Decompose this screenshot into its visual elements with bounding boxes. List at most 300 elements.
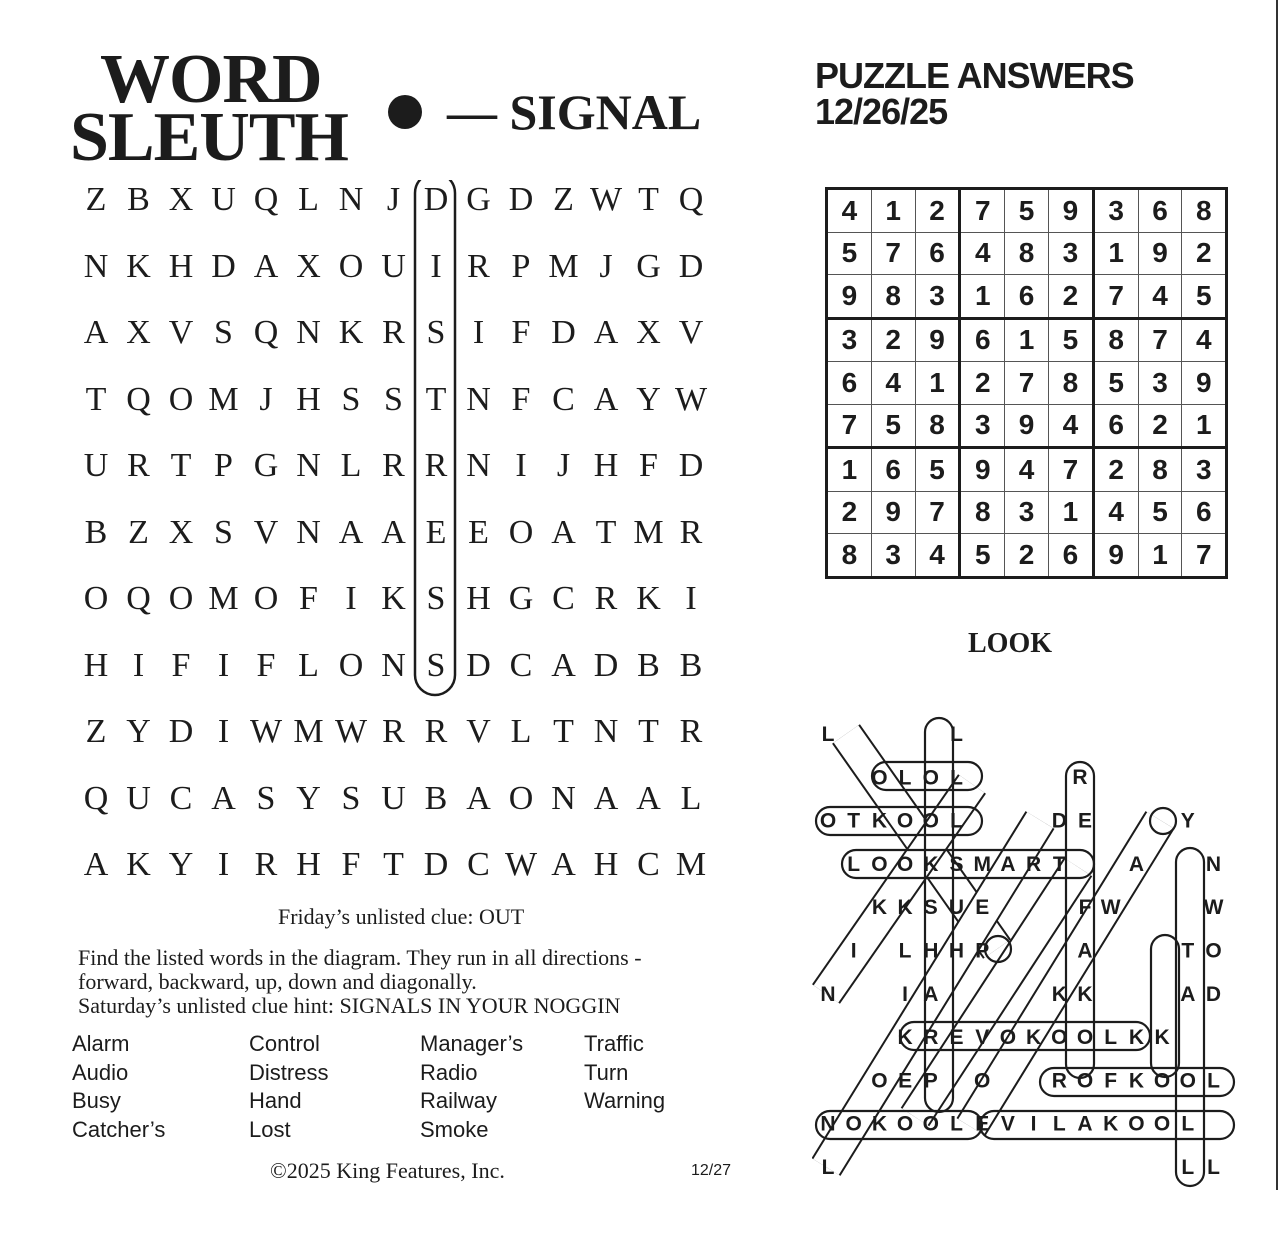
sudoku-cell: 6: [827, 362, 872, 405]
grid-letter: O: [253, 580, 279, 617]
grid-letter: F: [639, 447, 658, 484]
grid-letter: S: [214, 314, 233, 351]
look-letter: O: [1051, 1026, 1068, 1050]
grid-letter: U: [83, 447, 109, 484]
sudoku-cell: 9: [871, 491, 915, 534]
look-letter: F: [1078, 896, 1092, 920]
grid-letter: L: [680, 779, 702, 817]
sudoku-cell: 4: [960, 232, 1005, 275]
grid-letter: S: [256, 779, 276, 817]
sudoku-cell: 3: [960, 404, 1005, 448]
grid-letter: D: [678, 447, 704, 484]
look-letter: L: [898, 939, 912, 963]
grid-letter: I: [217, 713, 230, 750]
sudoku-cell: 8: [1093, 318, 1138, 362]
sudoku-cell: 7: [1048, 448, 1093, 492]
look-letter: L: [847, 852, 861, 876]
grid-letter: W: [589, 181, 623, 218]
sudoku-cell: 2: [827, 491, 872, 534]
sudoku-cell: 6: [1138, 189, 1182, 233]
grid-letter: X: [296, 247, 321, 285]
look-letter: O: [819, 809, 837, 833]
look-letter: Y: [1180, 809, 1195, 833]
look-letter: D: [1051, 809, 1067, 833]
look-letter: F: [1104, 1069, 1118, 1093]
look-letter: O: [845, 1112, 862, 1136]
look-letter: K: [1077, 982, 1093, 1006]
sudoku-cell: 2: [1048, 275, 1093, 319]
sudoku-cell: 1: [960, 275, 1005, 319]
sudoku-cell: 7: [1093, 275, 1138, 319]
sudoku-cell: 6: [915, 232, 960, 275]
sudoku-cell: 6: [960, 318, 1005, 362]
sudoku-cell: 1: [1005, 318, 1049, 362]
grid-letter: G: [508, 580, 534, 617]
grid-letter: F: [341, 846, 361, 883]
grid-letter: G: [253, 447, 279, 484]
answers-title-text: PUZZLE ANSWERS: [815, 55, 1134, 96]
grid-letter: A: [593, 779, 619, 817]
grid-letter: S: [341, 380, 361, 418]
word-list-column: [249, 1030, 328, 1144]
grid-letter: S: [426, 646, 446, 684]
look-letter: E: [949, 1026, 964, 1050]
sudoku-cell: 9: [960, 448, 1005, 492]
sudoku-cell: 9: [1048, 189, 1093, 233]
look-letter: K: [1128, 1069, 1144, 1093]
grid-letter: S: [341, 779, 361, 817]
grid-letter: A: [636, 779, 661, 817]
grid-letter: L: [298, 646, 319, 684]
sudoku-cell: 5: [1005, 189, 1049, 233]
word-list-item: Catcher’s: [72, 1116, 166, 1142]
grid-letter: B: [424, 779, 448, 817]
word-search-grid: [75, 180, 715, 900]
look-letter: E: [1077, 809, 1093, 833]
grid-letter: O: [508, 513, 534, 551]
look-letter: O: [922, 766, 939, 790]
grid-letter: X: [168, 513, 194, 551]
grid-letter: J: [556, 447, 571, 484]
look-letter: W: [1100, 896, 1121, 920]
grid-letter: O: [168, 580, 194, 617]
grid-letter: B: [679, 646, 703, 684]
word-list-item: Distress: [249, 1059, 329, 1085]
sudoku-cell: 4: [871, 362, 915, 405]
grid-letter: O: [338, 247, 364, 285]
sudoku-cell: 9: [915, 318, 960, 362]
grid-letter: W: [334, 713, 368, 750]
sudoku-cell: 9: [1005, 404, 1049, 448]
grid-letter: Q: [126, 580, 151, 617]
grid-letter: T: [170, 447, 192, 484]
sudoku-cell: 7: [1005, 362, 1049, 405]
grid-letter: L: [510, 713, 532, 750]
look-letter: R: [1072, 766, 1088, 789]
grid-letter: D: [168, 713, 194, 750]
look-letter: K: [1026, 1026, 1042, 1050]
grid-letter: H: [466, 580, 491, 617]
look-letter: O: [871, 852, 888, 876]
grid-letter: I: [345, 580, 357, 617]
look-letter: O: [922, 809, 939, 833]
look-letter: M: [973, 852, 991, 876]
grid-letter: F: [511, 380, 531, 418]
grid-letter: V: [168, 314, 194, 351]
grid-letter: F: [171, 646, 191, 684]
word-list-item: Turn: [584, 1059, 629, 1085]
look-letter: K: [871, 809, 887, 833]
title-sleuth: SLEUTH: [70, 99, 348, 176]
sudoku-cell: 1: [1182, 404, 1227, 448]
sudoku-cell: 6: [1093, 404, 1138, 448]
sudoku-cell: 8: [1138, 448, 1182, 492]
sudoku-cell: 6: [1005, 275, 1049, 319]
grid-letter: R: [382, 314, 405, 351]
word-list-item: Warning: [584, 1088, 666, 1113]
grid-letter: F: [299, 580, 318, 617]
sudoku-cell: 3: [1138, 362, 1182, 405]
word-list-item: Audio: [72, 1059, 129, 1085]
look-answer-grid: [812, 712, 1252, 1192]
grid-letter: K: [126, 846, 151, 883]
title-word: WORD: [100, 41, 322, 118]
look-letter: L: [1181, 1156, 1195, 1179]
grid-letter: G: [466, 181, 491, 218]
look-letter: A: [1000, 852, 1016, 876]
look-letter: N: [820, 982, 836, 1006]
grid-letter: K: [338, 314, 364, 351]
sudoku-cell: 2: [1138, 404, 1182, 448]
grid-letter: O: [168, 380, 194, 418]
sudoku-cell: 4: [1005, 448, 1049, 492]
copyright: ©2025 King Features, Inc.: [270, 1158, 505, 1183]
grid-letter: E: [468, 513, 489, 551]
grid-letter: Z: [85, 181, 107, 218]
friday-clue-label: Friday’s unlisted clue:: [278, 904, 474, 929]
grid-letter: A: [466, 779, 491, 817]
grid-letter: D: [551, 314, 576, 351]
word-list-item: Manager’s: [420, 1031, 524, 1056]
grid-letter: F: [256, 646, 276, 684]
grid-letter: C: [552, 380, 575, 418]
word-list-item: Busy: [72, 1088, 121, 1113]
grid-letter: I: [217, 646, 230, 684]
sudoku-cell: 3: [827, 318, 872, 362]
look-letter: U: [948, 896, 965, 920]
sudoku-cell: 7: [827, 404, 872, 448]
grid-letter: U: [381, 247, 406, 285]
grid-letter: Z: [128, 513, 149, 551]
grid-letter: D: [466, 646, 491, 684]
grid-letter: A: [593, 380, 619, 418]
sudoku-cell: 3: [915, 275, 960, 319]
grid-letter: D: [678, 247, 704, 285]
grid-letter: Y: [168, 846, 194, 883]
look-letter: V: [1000, 1112, 1015, 1136]
grid-letter: R: [679, 513, 703, 551]
look-letter: K: [897, 896, 913, 920]
grid-letter: R: [424, 447, 448, 484]
look-puzzle-title: LOOK: [968, 628, 1053, 659]
look-letter: D: [1205, 982, 1222, 1006]
sudoku-cell: 3: [1093, 189, 1138, 233]
grid-letter: B: [127, 181, 150, 218]
sudoku-cell: 3: [1048, 232, 1093, 275]
grid-letter: R: [594, 580, 618, 617]
look-letter: O: [871, 1069, 888, 1093]
grid-letter: R: [679, 713, 703, 750]
word-list-item: Traffic: [584, 1031, 644, 1056]
sudoku-cell: 4: [1048, 404, 1093, 448]
grid-letter: V: [253, 513, 279, 551]
grid-letter: A: [593, 314, 619, 351]
look-letter: P: [923, 1069, 938, 1093]
look-letter: L: [1207, 1156, 1220, 1179]
grid-letter: Y: [296, 779, 321, 817]
grid-letter: J: [386, 181, 401, 218]
sudoku-cell: 7: [1138, 318, 1182, 362]
grid-letter: I: [685, 580, 697, 617]
look-letter: O: [1153, 1069, 1171, 1093]
grid-letter: M: [548, 247, 579, 285]
look-letter: H: [948, 939, 965, 963]
sudoku-cell: 4: [827, 189, 872, 233]
grid-letter: C: [169, 779, 193, 817]
grid-letter: J: [259, 380, 273, 418]
friday-clue-answer: OUT: [479, 904, 525, 929]
look-letter: R: [1051, 1069, 1067, 1093]
look-letter: K: [897, 1026, 913, 1050]
look-letter: V: [975, 1026, 990, 1050]
sudoku-row: [827, 534, 1227, 578]
sudoku-cell: 8: [827, 534, 872, 578]
grid-letter: R: [382, 447, 405, 484]
grid-letter: Y: [126, 713, 151, 750]
look-letter: A: [1077, 1112, 1093, 1136]
grid-letter: S: [426, 580, 446, 617]
grid-letter: I: [515, 447, 527, 484]
sudoku-cell: 2: [1005, 534, 1049, 578]
look-letter: K: [1128, 1026, 1144, 1050]
look-letter: L: [821, 1156, 835, 1179]
bullet-dot-icon: [388, 95, 422, 129]
sudoku-row: [827, 189, 1227, 233]
look-letter: L: [821, 723, 835, 746]
sudoku-cell: 5: [1182, 275, 1227, 319]
grid-letter: Q: [126, 380, 151, 418]
grid-letter: D: [423, 846, 449, 883]
sudoku-cell: 5: [1048, 318, 1093, 362]
look-letter: K: [871, 1112, 887, 1136]
sudoku-cell: 1: [915, 362, 960, 405]
word-list-item: Lost: [249, 1116, 291, 1142]
look-letter: L: [1104, 1026, 1118, 1050]
sudoku-cell: 1: [1093, 232, 1138, 275]
grid-letter: O: [338, 646, 364, 684]
grid-letter: K: [636, 580, 661, 617]
grid-letter: T: [85, 380, 107, 418]
look-letter: A: [1180, 982, 1196, 1006]
look-letter: L: [898, 766, 912, 790]
grid-letter: T: [595, 513, 617, 551]
word-list-column: [420, 1030, 523, 1144]
word-list-item: Smoke: [420, 1116, 489, 1142]
grid-letter: U: [211, 181, 236, 218]
sudoku-cell: 2: [1093, 448, 1138, 492]
grid-letter: A: [551, 646, 576, 684]
grid-letter: I: [472, 314, 485, 351]
look-letter: L: [950, 809, 963, 833]
grid-letter: W: [504, 846, 538, 883]
puzzle-theme: — SIGNAL: [447, 84, 702, 140]
look-letter: W: [1203, 896, 1224, 920]
answers-date: 12/26/25: [815, 91, 948, 132]
look-loop: [1151, 935, 1179, 1077]
grid-letter: M: [208, 380, 239, 418]
grid-letter: N: [83, 247, 109, 285]
grid-letter: A: [253, 247, 279, 285]
sudoku-cell: 3: [1182, 448, 1227, 492]
grid-letter: I: [217, 846, 230, 883]
grid-letter: D: [593, 646, 619, 684]
look-letter: S: [923, 896, 938, 920]
word-list-item: Control: [249, 1031, 320, 1056]
sudoku-cell: 7: [915, 491, 960, 534]
sudoku-cell: 1: [1048, 491, 1093, 534]
sudoku-cell: 2: [871, 318, 915, 362]
word-list-column: [584, 1030, 665, 1116]
grid-letter: T: [383, 846, 404, 883]
unlisted-clue-hint: Saturday’s unlisted clue hint: SIGNALS IN YOUR NOGGIN: [78, 993, 621, 1018]
grid-letter: W: [249, 713, 283, 750]
grid-letter: J: [599, 247, 613, 285]
grid-letter: P: [214, 447, 233, 484]
grid-letter: O: [508, 779, 534, 817]
grid-letter: G: [636, 247, 661, 285]
look-letter: E: [975, 1112, 990, 1136]
look-letter: O: [1205, 939, 1222, 963]
look-letter: R: [1026, 852, 1042, 876]
grid-letter: H: [593, 846, 619, 883]
look-letter: A: [1077, 939, 1093, 963]
grid-letter: R: [424, 713, 448, 750]
grid-letter: R: [467, 247, 490, 285]
grid-letter: V: [466, 713, 491, 750]
sudoku-cell: 9: [827, 275, 872, 319]
look-letter: O: [922, 1112, 939, 1136]
sudoku-cell: 3: [1005, 491, 1049, 534]
grid-letter: I: [132, 646, 145, 684]
sudoku-row: [827, 448, 1227, 492]
grid-letter: N: [551, 779, 576, 817]
look-letter: L: [950, 1112, 963, 1136]
grid-letter: N: [593, 713, 619, 750]
sudoku-cell: 1: [871, 189, 915, 233]
look-letter: S: [949, 852, 964, 876]
sudoku-cell: 2: [915, 189, 960, 233]
sudoku-cell: 4: [1093, 491, 1138, 534]
look-letter: K: [1154, 1026, 1170, 1050]
look-letter: R: [923, 1026, 939, 1050]
look-letter: O: [1128, 1112, 1145, 1136]
instructions-line: Find the listed words in the diagram. They run in all directions -: [78, 945, 642, 970]
grid-letter: Z: [85, 713, 107, 750]
grid-letter: D: [508, 181, 534, 218]
grid-letter: V: [678, 314, 704, 351]
sudoku-cell: 6: [871, 448, 915, 492]
word-list-column: [72, 1030, 165, 1144]
look-letter: L: [1207, 1069, 1220, 1093]
word-list-item: Alarm: [72, 1031, 130, 1056]
sudoku-row: [827, 362, 1227, 405]
sudoku-row: [827, 232, 1227, 275]
sudoku-cell: 8: [960, 491, 1005, 534]
look-letter: L: [950, 766, 963, 790]
look-letter: N: [820, 1112, 836, 1136]
grid-letter: N: [466, 447, 491, 484]
look-letter: I: [1030, 1112, 1037, 1136]
look-letter: O: [871, 766, 888, 790]
sudoku-cell: 7: [1182, 534, 1227, 578]
sudoku-cell: 8: [915, 404, 960, 448]
sudoku-row: [827, 275, 1227, 319]
sudoku-cell: 8: [1005, 232, 1049, 275]
sudoku-cell: 4: [1182, 318, 1227, 362]
sudoku-row: [827, 491, 1227, 534]
sudoku-cell: 3: [871, 534, 915, 578]
look-letter: K: [923, 852, 939, 876]
grid-letter: L: [298, 181, 319, 218]
instructions: [78, 946, 718, 1018]
sudoku-cell: 5: [1093, 362, 1138, 405]
look-letter: L: [1181, 1112, 1195, 1136]
sudoku-cell: 7: [871, 232, 915, 275]
grid-letter: A: [83, 846, 109, 883]
grid-letter: X: [636, 314, 661, 351]
grid-letter: H: [83, 646, 109, 684]
grid-letter: I: [430, 247, 442, 285]
sudoku-cell: 2: [960, 362, 1005, 405]
grid-letter: K: [126, 247, 151, 285]
grid-letter: L: [340, 447, 362, 484]
grid-letter: A: [211, 779, 236, 817]
grid-letter: M: [293, 713, 324, 750]
look-letter: O: [1179, 1069, 1196, 1093]
grid-letter: N: [381, 646, 406, 684]
sudoku-answer-grid: [825, 187, 1228, 579]
look-letter: K: [871, 896, 887, 920]
grid-letter: U: [381, 779, 406, 817]
grid-letter: B: [84, 513, 108, 551]
grid-letter: D: [423, 181, 449, 218]
grid-letter: Q: [83, 779, 109, 817]
sudoku-row: [827, 318, 1227, 362]
grid-letter: R: [254, 846, 278, 883]
sudoku-cell: 5: [1138, 491, 1182, 534]
grid-letter: U: [126, 779, 151, 817]
sudoku-cell: 8: [871, 275, 915, 319]
grid-letter: Q: [253, 181, 279, 218]
look-letter: O: [896, 852, 914, 876]
look-letter: O: [974, 1069, 991, 1093]
grid-letter: S: [384, 380, 403, 418]
word-list-item: Hand: [249, 1088, 302, 1113]
look-letter: O: [1153, 1112, 1171, 1136]
grid-letter: D: [211, 247, 236, 285]
look-letter: L: [950, 723, 963, 746]
word-list-item: Railway: [420, 1088, 498, 1113]
